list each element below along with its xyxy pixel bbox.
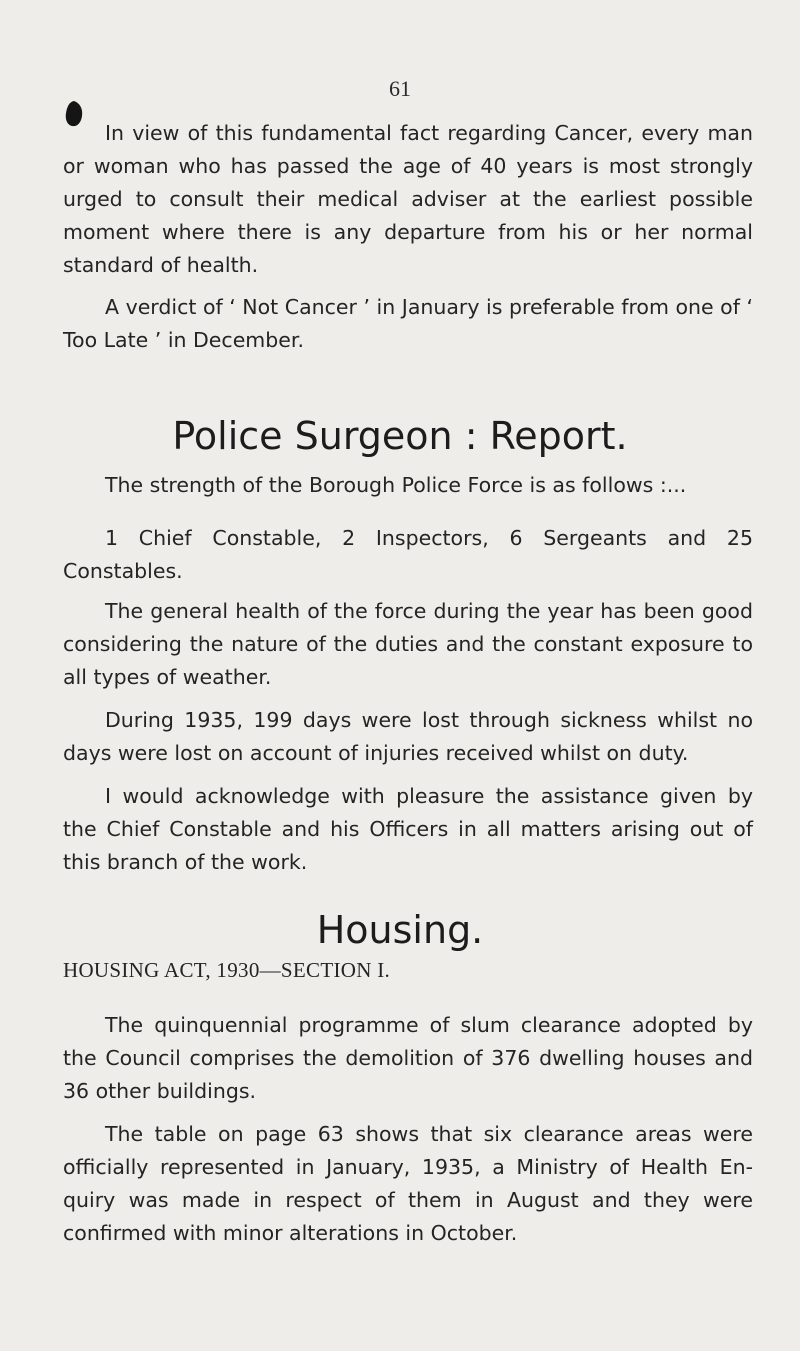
housing-act-subheading: HOUSING ACT, 1930—SECTION I. bbox=[63, 958, 391, 982]
paragraph-cancer-advice: In view of this fundamental fact regarding Cancer, every man or woman who has passed the age of 40 years is most strongly urged to consult their medical adviser at the earliest possible moment where there is any departure from his or her normal standard of health. bbox=[63, 121, 753, 277]
paragraph-police-strength-detail: 1 Chief Constable, 2 Inspectors, 6 Sergeants and 25 Constables. bbox=[63, 526, 753, 583]
housing-heading: Housing. bbox=[316, 908, 484, 952]
paragraph-days-lost: During 1935, 199 days were lost through sickness whilst no days were lost on account of injuries received whilst on duty. bbox=[63, 708, 753, 765]
paragraph-acknowledgement: I would acknowledge with pleasure the assistance given by the Chief Constable and his Officers in all matters arising out of this branch of the work. bbox=[63, 784, 753, 874]
page-number: 61 bbox=[389, 76, 411, 101]
paragraph-police-strength-intro: The strength of the Borough Police Force is as follows :... bbox=[105, 473, 687, 497]
paragraph-verdict: A verdict of ‘ Not Cancer ’ in January is preferable from one of ‘ Too Late ’ in December. bbox=[63, 295, 753, 352]
paragraph-housing-programme: The quinquennial programme of slum clearance adopted by the Council comprises the demolition of 376 dwelling houses and 36 other buildings. bbox=[63, 1013, 753, 1103]
paragraph-table-reference: The table on page 63 shows that six clearance areas were officially represented in January, 1935, a Ministry of Health En- quiry was made in respect of them in August and they were confirmed with minor alterations in October. bbox=[63, 1122, 753, 1245]
police-surgeon-heading: Police Surgeon : Report. bbox=[172, 414, 628, 458]
paragraph-general-health: The general health of the force during the year has been good considering the nature of the duties and the constant exposure to all types of weather. bbox=[63, 599, 753, 689]
